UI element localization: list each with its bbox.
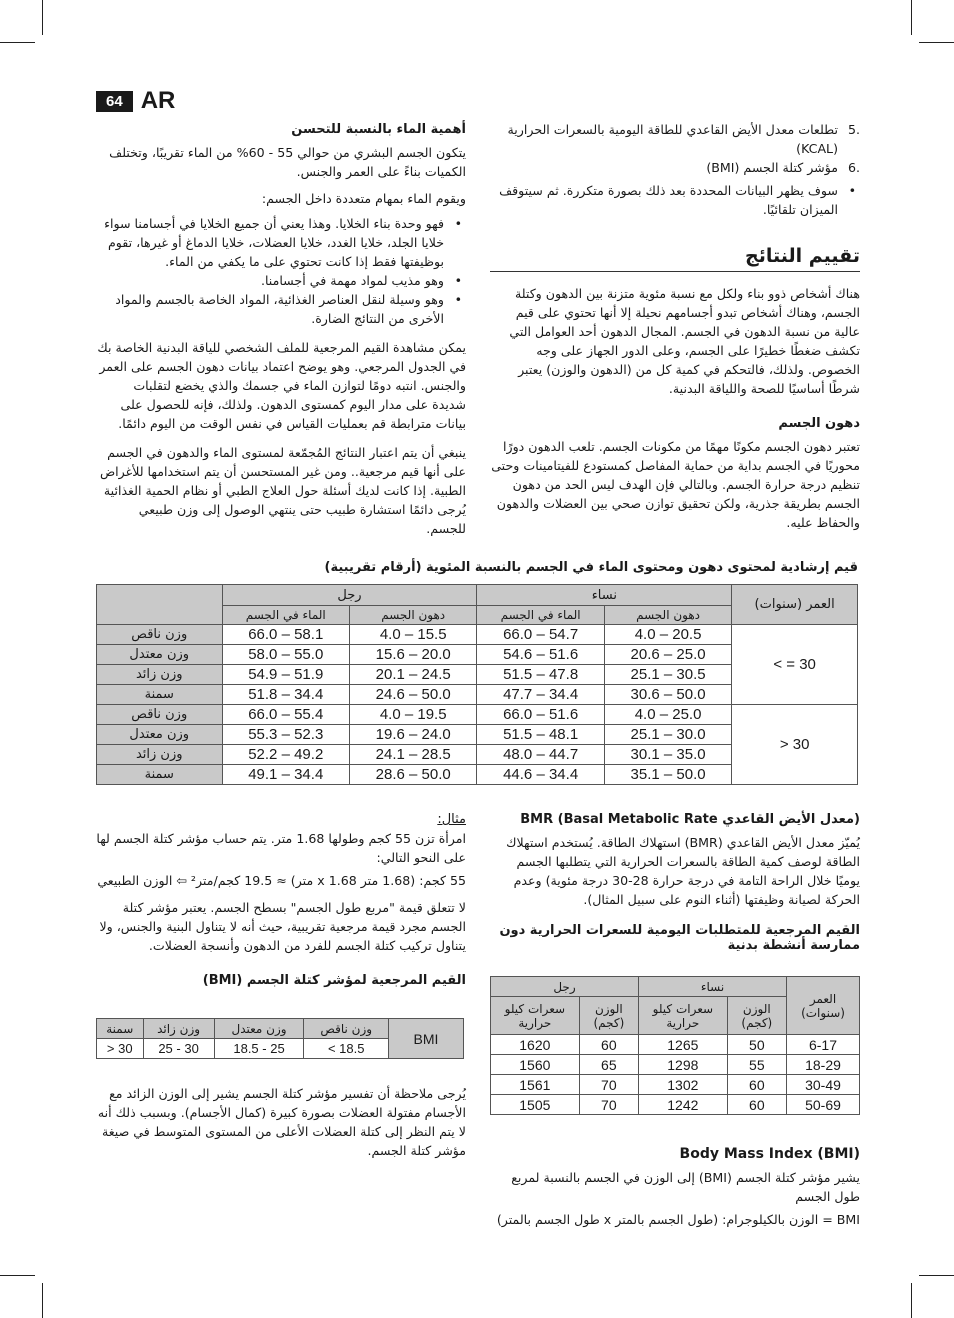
- table-cell: 70: [579, 1075, 638, 1095]
- women-kcal-header: سعرات كيلو حرارية: [639, 997, 728, 1035]
- list-item: .6 مؤشر كتلة الجسم (BMI): [706, 160, 860, 175]
- table-cell: 58.1 – 66.0: [222, 625, 349, 645]
- example-formula: 55 كجم: (1.68 متر x 1.68 متر) ≈ 19.5 كجم/متر² ⇦ الوزن الطبيعي: [97, 873, 466, 888]
- list-item: • سوف يظهر البيانات المحددة بعد ذلك بصورة متكررة. ثم سيتوقف الميزان تلقائيًا.: [490, 181, 860, 219]
- class-cell: وزن معتدل: [97, 725, 223, 745]
- men-header: رجل: [491, 977, 639, 997]
- table-cell: 52.3 – 55.3: [222, 725, 349, 745]
- table-cell: 30-49: [787, 1075, 860, 1095]
- crop-mark: [42, 1283, 43, 1318]
- women-water-header: الماء في الجسم: [477, 606, 604, 625]
- age-cell: 30 = >: [732, 625, 858, 705]
- table-cell: 1298: [639, 1055, 728, 1075]
- page-number: 64: [96, 91, 133, 112]
- table-cell: 47.8 – 51.5: [477, 665, 604, 685]
- table-cell: 60: [579, 1035, 638, 1055]
- table-row: [97, 625, 858, 645]
- class-cell: وزن زائد: [97, 665, 223, 685]
- bmr-heading: (معدل الأيض القاعدي Basal Metabolic Rate) BMR: [520, 812, 860, 827]
- crop-mark: [919, 1275, 954, 1276]
- table-cell: 15.5 – 4.0: [349, 625, 476, 645]
- example-paragraph: امرأة تزن 55 كجم وطولها 1.68 متر. يتم حساب مؤشر كتلة الجسم لها على النحو التالي:: [96, 831, 466, 865]
- table-cell: 70: [579, 1095, 638, 1115]
- body-fat-paragraph: تعتبر دهون الجسم مكونًا مهمًا من مكونات الجسم. تلعب الدهون دورًا محوريًا في الجسم بداية من حماية المفاصل كمستودع للفيتامينات وحتى تنظيم درجة حرارة الجسم. وبالتالي فإن الهدف ليس الحد من دهون الجسم بطريقة جذرية، ولكن تحقيق توازن صحي بين العضلات والدهون والحفاظ عليه.: [491, 439, 860, 530]
- water-paragraph: ويقوم الماء بمهام متعددة داخل الجسم:: [261, 191, 466, 206]
- class-cell: سمنة: [97, 765, 223, 785]
- bmi-header-cell: وزن معتدل: [214, 1019, 304, 1039]
- bmr-section: [490, 812, 860, 953]
- table-row: [491, 1055, 860, 1075]
- table-cell: 50.0 – 24.6: [349, 685, 476, 705]
- table-cell: 28.5 – 24.1: [349, 745, 476, 765]
- crop-mark: [911, 1283, 912, 1318]
- table-cell: 60: [727, 1075, 786, 1095]
- example-label: مثال:: [437, 812, 466, 827]
- table-cell: 6-17: [787, 1035, 860, 1055]
- bmi-row-label: BMI: [389, 1019, 464, 1059]
- women-header: نساء: [639, 977, 787, 997]
- table-cell: 44.7 – 48.0: [477, 745, 604, 765]
- table-cell: 34.4 – 47.7: [477, 685, 604, 705]
- list-item: .5 تطلعات معدل الأيض القاعدي للطاقة اليومية بالسعرات الحرارية (KCAL): [507, 122, 860, 156]
- table-cell: 20.5 – 4.0: [604, 625, 731, 645]
- age-header: العمر (سنوات): [732, 585, 858, 625]
- crop-mark: [919, 42, 954, 43]
- table-cell: 20.0 – 15.6: [349, 645, 476, 665]
- class-cell: وزن معتدل: [97, 645, 223, 665]
- table-row: [491, 1035, 860, 1055]
- water-paragraph: يتكون الجسم البشري من حوالي 55 - 60% من الماء تقريبًا، وتختلف الكميات بناءً على العمر والجنس.: [109, 145, 466, 179]
- table-cell: 50.0 – 35.1: [604, 765, 731, 785]
- bmi-value-cell: 30 - 25: [143, 1039, 214, 1059]
- step-list: [490, 120, 860, 177]
- class-cell: وزن ناقص: [97, 705, 223, 725]
- women-fat-header: دهون الجسم: [604, 606, 731, 625]
- table-cell: 34.4 – 49.1: [222, 765, 349, 785]
- table-cell: 1560: [491, 1055, 580, 1075]
- table-row: [97, 705, 858, 725]
- age-cell: 30 <: [732, 705, 858, 785]
- table-cell: 51.9 – 54.9: [222, 665, 349, 685]
- table-cell: 30.0 – 25.1: [604, 725, 731, 745]
- bmi-paragraph: يشير مؤشر كتلة الجسم (BMI) إلى الوزن في الجسم بالنسبة لمربع طول الجسم: [511, 1170, 860, 1204]
- bmi-formula: BMI = الوزن بالكيلوجرام: (طول الجسم بالمتر x طول الجسم بالمتر): [496, 1212, 860, 1227]
- page-header: [96, 88, 175, 114]
- table-cell: 49.2 – 52.2: [222, 745, 349, 765]
- list-item: • وهو مذيب لمواد مهمة في أجسامنا.: [96, 271, 466, 290]
- bmi-table: [96, 1018, 464, 1059]
- reference-table-caption: قيم إرشادية لمحتوى دهون ومحتوى الماء في الجسم بالنسبة المئوية (أرقام تقريبية): [324, 560, 858, 575]
- bmr-paragraph: يُميّز معدل الأيض القاعدي (BMR) استهلاك الطاقة. يُستخدم استهلاك الطاقة لوصف كمية الطاقة بالسعرات الحرارية التي يتطلبها الجسم يوميًا خلال الراحة التامة في درجة حرارة 28-30 درجة مئوية) وعدم الحركة لصيانة وظيفتها (أثناء النوم على سبيل المثال).: [506, 835, 860, 907]
- table-cell: 55: [727, 1055, 786, 1075]
- water-heading: أهمية الماء بالنسبة للتحسن: [291, 122, 466, 137]
- table-cell: 1620: [491, 1035, 580, 1055]
- table-cell: 50.0 – 28.6: [349, 765, 476, 785]
- table-row: [491, 1095, 860, 1115]
- body-fat-heading: دهون الجسم: [778, 416, 860, 431]
- table-cell: 51.6 – 54.6: [477, 645, 604, 665]
- bmi-header-cell: وزن ناقص: [304, 1019, 389, 1039]
- table-cell: 60: [727, 1095, 786, 1115]
- table-cell: 48.1 – 51.5: [477, 725, 604, 745]
- bmi-value-cell: 18.5 >: [304, 1039, 389, 1059]
- bmi-header-cell: وزن زائد: [143, 1019, 214, 1039]
- table-row: [491, 1075, 860, 1095]
- table-cell: 1265: [639, 1035, 728, 1055]
- table-cell: 35.0 – 30.1: [604, 745, 731, 765]
- table-cell: 25.0 – 4.0: [604, 705, 731, 725]
- table-cell: 19.5 – 4.0: [349, 705, 476, 725]
- table-cell: 50: [727, 1035, 786, 1055]
- bmi-table-title: القيم المرجعية لمؤشر كتلة الجسم (BMI): [202, 973, 466, 988]
- bmi-definition: [490, 1146, 860, 1229]
- women-header: نساء: [477, 585, 732, 606]
- table-cell: 18-29: [787, 1055, 860, 1075]
- table-cell: 24.0 – 19.6: [349, 725, 476, 745]
- age-header: العمر (سنوات): [787, 977, 860, 1035]
- bmi-heading: (BMI) Body Mass Index: [679, 1146, 860, 1162]
- water-paragraph: يمكن مشاهدة القيم المرجعية للملف الشخصي للياقة البدنية الخاصة بك في الجدول المرجعي. وهو يوضح اعتماد بيانات دهون الجسم على العمر والجنس. انتبه دومًا لتوازن الماء في جسمك والذي يخضع لتقلبات شديدة على مدار اليوم كمستوى الدهون. ولذلك، فإنه للحصول على بيانات مترابطة قم بعمليات القياس في نفس الوقت من اليوم دائمًا.: [97, 340, 466, 431]
- table-cell: 34.4 – 44.6: [477, 765, 604, 785]
- crop-mark: [0, 1275, 35, 1276]
- table-cell: 1302: [639, 1075, 728, 1095]
- table-cell: 1561: [491, 1075, 580, 1095]
- crop-mark: [911, 0, 912, 35]
- crop-mark: [42, 0, 43, 35]
- section-title: تقييم النتائج: [490, 245, 860, 272]
- list-item: • فهو وحدة بناء الخلايا. وهذا يعني أن جميع الخلايا في أجسامنا سواء خلايا الجلد، خلايا الغدد، خلايا العضلات، خلايا الدماغ أو غيرها، تقوم بوظيفتها فقط إذا كانت تحتوي على ما يكفي من الماء.: [96, 214, 466, 271]
- men-weight-header: الوزن (كجم): [579, 997, 638, 1035]
- class-cell: وزن ناقص: [97, 625, 223, 645]
- bmi-value-cell: 30 <: [97, 1039, 144, 1059]
- class-cell: وزن زائد: [97, 745, 223, 765]
- example-section: [96, 812, 466, 988]
- example-note: لا تتعلق قيمة "مربع طول الجسم" بسطح الجسم. يعتبر مؤشر كتلة الجسم مجرد قيمة مرجعية تقريبية، حيث أنه لا يتناول البنية والجنس، ولا يتناول تركيب كتلة الجسم للفرد من الدهون وأنسجة العضلات.: [99, 900, 466, 953]
- intro-paragraph: هناك أشخاص ذوو بناء ولكل مع نسبة مئوية متزنة بين الدهون وكتلة الجسم، وهناك أشخاص تبدو أجسامهم نحيلة إلا أنها تحتوي على قيم عالية من نسبة الدهون في الجسم. المجال الدهون أحد العوامل التي تكشف ضغطًا خطيرًا على الجسم، وعلى الدور الجهاز على وجه الخصوص. ولذلك، فالتحكم في كمية كل من (الدهون والوزن) يعتبر شرطًا أساسيًا للصحة واللياقة البدنية.: [509, 286, 860, 396]
- bmi-header-cell: سمنة: [97, 1019, 144, 1039]
- bmr-table-title: القيم المرجعية للمتطلبات اليومية للسعرات الحرارية دون ممارسة أنشطة بدنية: [499, 923, 860, 953]
- bmi-value-cell: 25 - 18.5: [214, 1039, 304, 1059]
- table-cell: 24.5 – 20.1: [349, 665, 476, 685]
- table-cell: 51.6 – 66.0: [477, 705, 604, 725]
- water-bullets: [96, 214, 466, 328]
- table-cell: 1505: [491, 1095, 580, 1115]
- left-column: [96, 122, 466, 538]
- closing-section: [96, 1084, 466, 1160]
- table-cell: 25.0 – 20.6: [604, 645, 731, 665]
- class-cell: سمنة: [97, 685, 223, 705]
- table-cell: 50-69: [787, 1095, 860, 1115]
- table-cell: 30.5 – 25.1: [604, 665, 731, 685]
- class-header: [97, 585, 223, 625]
- men-kcal-header: سعرات كيلو حرارية: [491, 997, 580, 1035]
- language-code: AR: [140, 87, 176, 114]
- table-cell: 1242: [639, 1095, 728, 1115]
- closing-paragraph: يُرجى ملاحظة أن تفسير مؤشر كتلة الجسم يشير إلى الوزن الزائد مع الأجسام مفتولة العضلات بصورة كبيرة (كمال الأجسام). وبسبب ذلك أنه لا يتم النظر إلى كتلة العضلات الأعلى من المستوى المتوسط في صيغة مؤشر كتلة الجسم.: [97, 1086, 466, 1158]
- table-cell: 34.4 – 51.8: [222, 685, 349, 705]
- list-item: • وهو وسيلة لنقل العناصر الغذائية، المواد الخاصة بالجسم والمواد الأخرى من النتائج الضارة.: [96, 290, 466, 328]
- crop-mark: [0, 42, 35, 43]
- right-column: [490, 120, 860, 532]
- water-paragraph: ينبغي أن يتم اعتبار النتائج المُجمّعة لمستوى الماء والدهون في الجسم على أنها قيم مرجعية.. ومن غير المستحسن أن يتم استخدامها للأغراض الطبية. إذا كانت لديك أسئلة حول العلاج الطبي أو نظام الحمية الغذائية يُرجى دائمًا استشارة طبيب حتى ينتهي الوصول إلى وزن طبيعي للجسم.: [99, 445, 466, 536]
- reference-table: [96, 584, 858, 785]
- table-cell: 54.7 – 66.0: [477, 625, 604, 645]
- men-fat-header: دهون الجسم: [349, 606, 476, 625]
- table-cell: 65: [579, 1055, 638, 1075]
- table-cell: 50.0 – 30.6: [604, 685, 731, 705]
- bmr-table: [490, 976, 860, 1115]
- women-weight-header: الوزن (كجم): [727, 997, 786, 1035]
- men-water-header: الماء في الجسم: [222, 606, 349, 625]
- table-cell: 55.0 – 58.0: [222, 645, 349, 665]
- bullet-list: [490, 181, 860, 219]
- men-header: رجل: [222, 585, 477, 606]
- table-cell: 55.4 – 66.0: [222, 705, 349, 725]
